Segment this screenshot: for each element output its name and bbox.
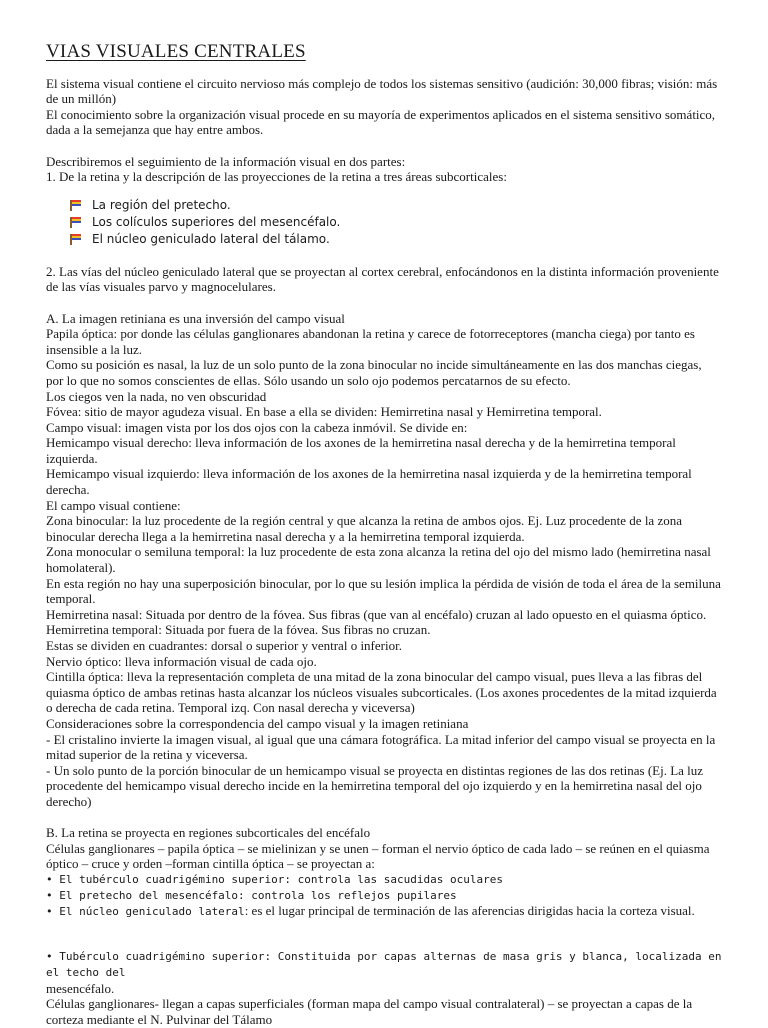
paragraph: Hemirretina temporal: Situada por fuera de la fóvea. Sus fibras no cruzan. bbox=[46, 622, 431, 638]
paragraph: Papila óptica: por donde las células ganglionares abandonan la retina y carece de fotorreceptores (mancha ciega) por tanto es insensible a la luz. bbox=[46, 326, 695, 357]
paragraph: Como su posición es nasal, la luz de un solo punto de la zona binocular no incide simultáneamente en las dos manchas ciegas, por lo que no somos conscientes de ellas. Sólo usando un solo ojo podemos percatarnos de su efecto. bbox=[46, 357, 702, 388]
paragraph: Hemicampo visual derecho: lleva información de los axones de la hemirretina nasal derecha y de la hemirretina temporal izquierda. bbox=[46, 435, 676, 466]
list-item: El núcleo geniculado lateral del tálamo. bbox=[68, 231, 722, 248]
paragraph: Campo visual: imagen vista por los dos ojos con la cabeza inmóvil. Se divide en: bbox=[46, 419, 468, 435]
bullet-item: • Tubérculo cuadrigémino superior: Constituida por capas alternas de masa gris y blanca, localizada en el techo del bbox=[46, 949, 722, 980]
paragraph: Zona monocular o semiluna temporal: la luz procedente de esta zona alcanza la retina del ojo del mismo lado (hemirretina nasal homolateral). bbox=[46, 544, 711, 576]
document-page bbox=[46, 41, 722, 1028]
paragraph: El campo visual contiene: bbox=[46, 497, 181, 513]
paragraph: El conocimiento sobre la organización visual procede en su mayoría de experimentos aplicados en el sistema sensitivo somático, dada a la semejanza que hay entre ambos. bbox=[46, 106, 716, 138]
list-item: La región del pretecho. bbox=[68, 197, 722, 214]
paragraph: En esta región no hay una superposición binocular, por lo que su lesión implica la pérdida de visión de toda el área de la semiluna temporal. bbox=[46, 575, 721, 607]
paragraph: Consideraciones sobre la correspondencia del campo visual y la imagen retiniana bbox=[46, 715, 469, 731]
paragraph: Células ganglionares – papila óptica – se mielinizan y se unen – forman el nervio óptico de cada lado – se reúnen en el quiasma óptico – cruce y orden –forman cintilla óptica – se proyectan a: bbox=[46, 840, 710, 872]
paragraph: mesencéfalo. bbox=[46, 980, 115, 996]
bullet-item: • El núcleo geniculado lateral: es el lugar principal de terminación de las aferencias dirigidas hacia la corteza visual. bbox=[46, 903, 695, 919]
paragraph: - El cristalino invierte la imagen visual, al igual que una cámara fotográfica. La mitad inferior del campo visual se proyecta en la mitad superior de la retina y viceversa. bbox=[46, 731, 716, 763]
paragraph: - Un solo punto de la porción binocular de un hemicampo visual se proyecta en distintas regiones de las dos retinas (Ej. La luz procedente del hemicampo visual derecho incide en la hemirretina temporal del ojo izquierdo y en la hemirretina nasal del ojo derecho) bbox=[46, 762, 704, 809]
bullet-item: • El pretecho del mesencéfalo: controla los reflejos pupilares bbox=[46, 888, 457, 902]
paragraph: 2. Las vías del núcleo geniculado lateral que se proyectan al cortex cerebral, enfocándonos en la distinta información proveniente de las vías visuales parvo y magnocelulares. bbox=[46, 263, 719, 295]
page-title: VIAS VISUALES CENTRALES bbox=[46, 41, 306, 62]
paragraph: Cintilla óptica: lleva la representación completa de una mitad de la zona binocular del campo visual, pues lleva a las fibras del quiasma óptico de ambas retinas hasta alcanzar los núcleos visuales subcorticales. (Los axones procedentes de la mitad izquierda o derecha de cada retina. Temporal izq. Con nasal derecha y viceversa) bbox=[46, 669, 717, 716]
flag-bullet-icon bbox=[68, 216, 82, 228]
section-b-heading: B. La retina se proyecta en regiones subcorticales del encéfalo bbox=[46, 825, 371, 841]
paragraph: Zona binocular: la luz procedente de la región central y que alcanza la retina de ambos ojos. Ej. Luz procedente de la zona binocular derecha llega a la hemirretina nasal derecha y a la hemirretina temporal izquierda. bbox=[46, 513, 682, 544]
subcortical-areas-list bbox=[68, 197, 722, 248]
paragraph: El sistema visual contiene el circuito nervioso más complejo de todos los sistemas sensitivo (audición: 30,000 fibras; visión: más de un millón) bbox=[46, 75, 718, 107]
paragraph: Células ganglionares- llegan a capas superficiales (forman mapa del campo visual contralateral) – se proyectan a capas de la corteza mediante el N. Pulvinar del Tálamo bbox=[46, 996, 693, 1028]
flag-bullet-icon bbox=[68, 233, 82, 245]
paragraph: Estas se dividen en cuadrantes: dorsal o superior y ventral o inferior. bbox=[46, 638, 402, 653]
paragraph: Hemirretina nasal: Situada por dentro de la fóvea. Sus fibras (que van al encéfalo) cruzan al lado opuesto en el quiasma óptico. bbox=[46, 606, 707, 622]
paragraph: Describiremos el seguimiento de la información visual en dos partes: bbox=[46, 153, 406, 169]
bullet-item: • El tubérculo cuadrigémino superior: controla las sacudidas oculares bbox=[46, 872, 503, 886]
paragraph: Hemicampo visual izquierdo: lleva información de los axones de la hemirretina nasal izquierda y de la hemirretina temporal derecha. bbox=[46, 466, 692, 498]
paragraph: Fóvea: sitio de mayor agudeza visual. En base a ella se dividen: Hemirretina nasal y Hemirretina temporal. bbox=[46, 404, 602, 420]
flag-bullet-icon bbox=[68, 199, 82, 211]
paragraph: Los ciegos ven la nada, no ven obscuridad bbox=[46, 388, 267, 404]
paragraph: 1. De la retina y la descripción de las proyecciones de la retina a tres áreas subcorticales: bbox=[46, 169, 507, 185]
paragraph: Nervio óptico: lleva información visual de cada ojo. bbox=[46, 653, 317, 669]
section-a-heading: A. La imagen retiniana es una inversión del campo visual bbox=[46, 310, 345, 326]
list-item: Los colículos superiores del mesencéfalo. bbox=[68, 214, 722, 231]
